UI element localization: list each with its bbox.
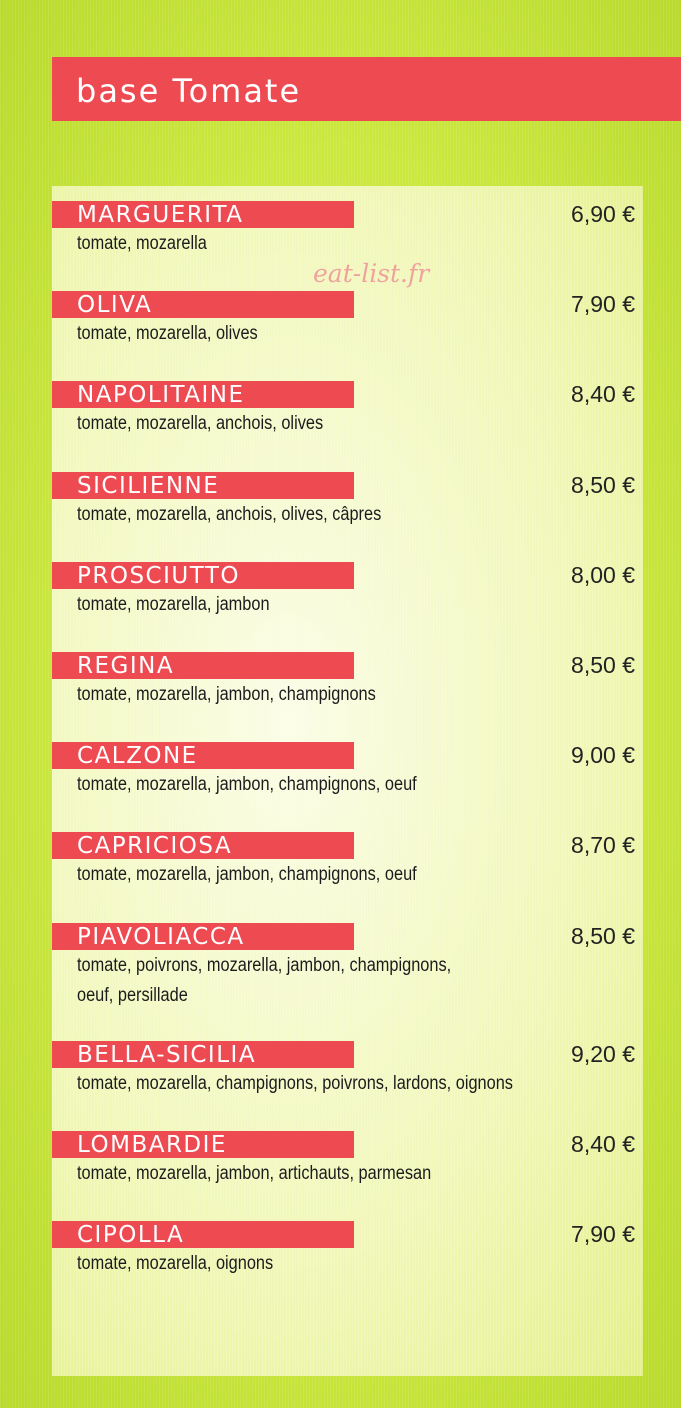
item-description-line: tomate, mozarella, jambon, champignons, oeuf bbox=[77, 774, 417, 795]
item-name: OLIVA bbox=[77, 292, 153, 318]
item-price: 8,40 € bbox=[571, 1131, 635, 1157]
item-description-line: tomate, poivrons, mozarella, jambon, champignons, bbox=[77, 955, 452, 976]
item-description-line: tomate, mozarella, jambon, artichauts, parmesan bbox=[77, 1163, 432, 1184]
item-description bbox=[77, 500, 481, 530]
item-description-line: tomate, mozarella, oignons bbox=[77, 1253, 274, 1274]
item-description bbox=[77, 680, 481, 710]
item-price: 7,90 € bbox=[571, 291, 635, 317]
item-description-line: tomate, mozarella, jambon, champignons, oeuf bbox=[77, 864, 417, 885]
item-price: 7,90 € bbox=[571, 1221, 635, 1247]
item-description-line: tomate, mozarella bbox=[77, 233, 207, 254]
item-description-line: oeuf, persillade bbox=[77, 985, 188, 1006]
item-name: LOMBARDIE bbox=[77, 1132, 227, 1158]
item-price: 9,00 € bbox=[571, 742, 635, 768]
item-price: 8,50 € bbox=[571, 652, 635, 678]
item-price: 8,40 € bbox=[571, 381, 635, 407]
item-description bbox=[77, 1069, 513, 1099]
item-description-line: tomate, mozarella, jambon, champignons bbox=[77, 684, 376, 705]
item-name: SICILIENNE bbox=[77, 473, 220, 499]
item-price: 8,50 € bbox=[571, 472, 635, 498]
item-description bbox=[77, 770, 481, 800]
item-description bbox=[77, 1249, 481, 1279]
item-name: MARGUERITA bbox=[77, 202, 244, 228]
item-name: CIPOLLA bbox=[77, 1222, 185, 1248]
item-price: 6,90 € bbox=[571, 201, 635, 227]
item-description bbox=[77, 229, 481, 259]
item-description bbox=[77, 319, 481, 349]
item-description bbox=[77, 409, 481, 439]
item-price: 8,00 € bbox=[571, 562, 635, 588]
item-description bbox=[77, 860, 481, 890]
item-description-line: tomate, mozarella, jambon bbox=[77, 594, 270, 615]
item-name: CAPRICIOSA bbox=[77, 833, 233, 859]
item-description-line: tomate, mozarella, champignons, poivrons, lardons, oignons bbox=[77, 1073, 513, 1094]
item-name: REGINA bbox=[77, 653, 175, 679]
item-name: PROSCIUTTO bbox=[77, 563, 241, 589]
item-price: 8,70 € bbox=[571, 832, 635, 858]
item-name: NAPOLITAINE bbox=[77, 382, 245, 408]
section-title: base Tomate bbox=[76, 72, 302, 110]
item-price: 9,20 € bbox=[571, 1041, 635, 1067]
item-description-line: tomate, mozarella, anchois, olives, câpres bbox=[77, 504, 382, 525]
item-description bbox=[77, 951, 481, 1011]
item-name: PIAVOLIACCA bbox=[77, 924, 245, 950]
item-price: 8,50 € bbox=[571, 923, 635, 949]
item-description bbox=[77, 590, 481, 620]
watermark: eat-list.fr bbox=[313, 259, 430, 288]
item-description-line: tomate, mozarella, anchois, olives bbox=[77, 413, 324, 434]
item-description-line: tomate, mozarella, olives bbox=[77, 323, 258, 344]
item-name: BELLA-SICILIA bbox=[77, 1042, 257, 1068]
item-description bbox=[77, 1159, 481, 1189]
item-name: CALZONE bbox=[77, 743, 198, 769]
